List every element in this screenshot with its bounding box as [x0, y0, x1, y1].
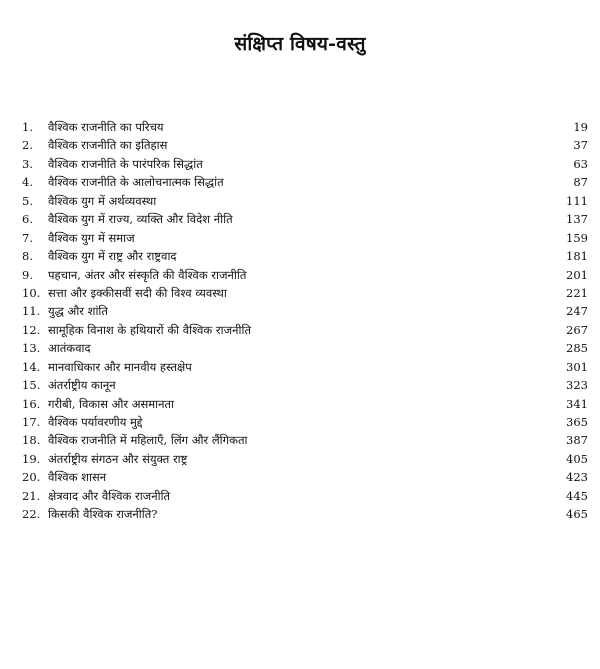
- toc-entry-page-number: 285: [566, 341, 588, 356]
- toc-entry-title: अंतर्राष्ट्रीय कानून: [48, 378, 116, 393]
- toc-entry-number: 6.: [22, 212, 33, 227]
- toc-entry-page-number: 19: [573, 120, 588, 134]
- toc-entry-number: 14.: [22, 359, 41, 374]
- toc-entry-number: 12.: [22, 322, 41, 337]
- toc-entry-title: सामूहिक विनाश के हथियारों की वैश्विक राजनीति: [48, 322, 252, 337]
- toc-entry-number: 17.: [22, 415, 41, 429]
- toc-entry-page-number: 137: [566, 212, 588, 227]
- toc-entry: [22, 468, 588, 486]
- toc-entry-page-number: 365: [566, 415, 588, 429]
- toc-entry-number: 5.: [22, 193, 33, 208]
- toc-entry-number: 15.: [22, 378, 41, 393]
- toc-entry: [22, 413, 588, 431]
- toc-entry-title: वैश्विक शासन: [48, 470, 107, 485]
- toc-entry-page-number: 111: [566, 193, 588, 208]
- toc-entry-page-number: 221: [566, 285, 588, 300]
- toc-entry-page-number: 181: [566, 249, 588, 264]
- toc-entry-title: वैश्विक युग में समाज: [48, 230, 135, 245]
- toc-entry: [22, 431, 588, 449]
- toc-entry-number: 2.: [22, 138, 33, 153]
- toc-entry-number: 21.: [22, 488, 41, 503]
- toc-entry-number: 1.: [22, 120, 33, 134]
- toc-entry: [22, 229, 588, 247]
- toc-entry-title: मानवाधिकार और मानवीय हस्तक्षेप: [48, 359, 192, 374]
- toc-entry-page-number: 423: [566, 470, 588, 485]
- toc-entry-title: वैश्विक युग में राष्ट्र और राष्ट्रवाद: [48, 249, 177, 264]
- toc-entry-title: किसकी वैश्विक राजनीति?: [48, 507, 158, 522]
- toc-entry: [22, 487, 588, 505]
- toc-entry-page-number: 201: [566, 267, 588, 282]
- toc-entry-number: 11.: [22, 304, 41, 319]
- toc-entry-page-number: 405: [566, 451, 588, 466]
- toc-entry-page-number: 159: [566, 230, 588, 245]
- toc-entry: [22, 358, 588, 376]
- toc-entry-number: 16.: [22, 396, 41, 411]
- toc-entry-title: वैश्विक युग में अर्थव्यवस्था: [48, 193, 157, 208]
- toc-entry-number: 10.: [22, 285, 41, 300]
- toc-entry-page-number: 341: [566, 396, 588, 411]
- toc-entry-title: वैश्विक राजनीति का इतिहास: [48, 138, 168, 153]
- toc-entry: [22, 155, 588, 173]
- toc-entry-page-number: 387: [566, 433, 588, 448]
- toc-entry-title: वैश्विक राजनीति के आलोचनात्मक सिद्धांत: [48, 175, 224, 190]
- toc-entry-title: पहचान, अंतर और संस्कृति की वैश्विक राजनीति: [48, 267, 247, 282]
- toc-entry: [22, 284, 588, 302]
- toc-entry-number: 9.: [22, 267, 33, 282]
- toc-entry-title: क्षेत्रवाद और वैश्विक राजनीति: [48, 488, 171, 503]
- toc-entry-title: वैश्विक युग में राज्य, व्यक्ति और विदेश नीति: [48, 212, 233, 227]
- toc-entry-title: अंतर्राष्ट्रीय संगठन और संयुक्त राष्ट्र: [48, 451, 188, 466]
- toc-entry: [22, 376, 588, 394]
- toc-entry-number: 8.: [22, 249, 33, 264]
- toc-entry-title: सत्ता और इक्कीसवीं सदी की विश्व व्यवस्था: [48, 285, 227, 300]
- toc-entry-title: वैश्विक राजनीति के पारंपरिक सिद्धांत: [48, 156, 203, 171]
- toc-entry-page-number: 63: [573, 156, 588, 171]
- toc-entry-title: युद्ध और शांति: [48, 304, 108, 319]
- toc-entry-page-number: 37: [573, 138, 588, 153]
- toc-entry-title: आतंकवाद: [48, 341, 91, 356]
- toc-entry-number: 22.: [22, 507, 41, 522]
- toc-entry-page-number: 87: [573, 175, 588, 190]
- toc-entry-number: 19.: [22, 451, 41, 466]
- toc-entry: [22, 136, 588, 154]
- toc-entry: [22, 505, 588, 523]
- table-of-contents: [22, 118, 588, 524]
- toc-entry-title: वैश्विक राजनीति में महिलाएँ, लिंग और लैंगिकता: [48, 433, 248, 448]
- toc-entry-number: 7.: [22, 230, 33, 245]
- toc-entry: [22, 118, 588, 136]
- toc-entry-number: 4.: [22, 175, 33, 190]
- toc-entry-page-number: 247: [566, 304, 588, 319]
- toc-entry: [22, 266, 588, 284]
- toc-entry-page-number: 301: [566, 359, 588, 374]
- toc-entry-title: वैश्विक राजनीति का परिचय: [48, 120, 164, 134]
- page-title: संक्षिप्त विषय-वस्तु: [234, 33, 366, 55]
- toc-entry-title: वैश्विक पर्यावरणीय मुद्दे: [48, 415, 143, 429]
- toc-entry-page-number: 267: [566, 322, 588, 337]
- toc-entry: [22, 210, 588, 228]
- toc-entry-number: 3.: [22, 156, 33, 171]
- toc-entry-title: गरीबी, विकास और असमानता: [48, 396, 175, 411]
- toc-entry-page-number: 465: [566, 507, 588, 522]
- toc-entry: [22, 321, 588, 339]
- toc-entry-number: 18.: [22, 433, 41, 448]
- toc-entry: [22, 173, 588, 191]
- toc-entry-number: 20.: [22, 470, 41, 485]
- toc-entry: [22, 450, 588, 468]
- toc-entry: [22, 192, 588, 210]
- toc-entry: [22, 247, 588, 265]
- toc-entry-page-number: 445: [566, 488, 588, 503]
- toc-entry: [22, 339, 588, 357]
- toc-entry: [22, 395, 588, 413]
- toc-entry: [22, 302, 588, 320]
- toc-entry-page-number: 323: [566, 378, 588, 393]
- toc-entry-number: 13.: [22, 341, 41, 356]
